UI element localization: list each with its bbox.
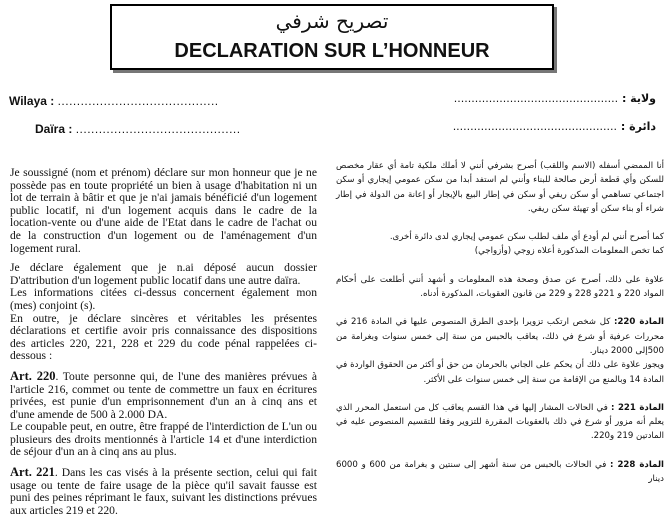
fr-article-221 [10,466,317,517]
ar-paragraph-2: كما أصرح أنني لم أودع أي ملف لطلب سكن عمومي إيجاري لدى دائرة أخرى. [389,232,664,243]
daira-ar-dots[interactable]: ............................................... [452,120,618,133]
title-box [110,4,554,70]
wilaya-ar-dots[interactable]: ............................................... [453,92,619,105]
ar-paragraph-1: أنا الممضي أسفله (الاسم واللقب) أصرح بشرفي أنني لا أملك ملكية تامة أي عقار مخصص للسكن وأي قطعة أرض صالحة للبناء وأنني لم استفد أبدا من سكن عمومي إيجاري أو سكن اجتماعي تساهمي أو سكن ريفي أو سكن في إطار البيع بالإيجار أو إعانة من الدولة في إطار شراء أو بناء سكن أو تهيئة سكن ريفي. [336,161,664,214]
fr-paragraph-3: Les informations citées ci-dessus concernent également mon (mes) conjoint (s). [10,286,317,312]
ar-article-221-label: المادة 221 : [611,402,664,413]
ar-paragraph-2b: كما تخص المعلومات المذكورة أعلاه زوجي (وأزواجي) [474,246,664,257]
fr-article-221-label: Art. 221 [10,465,55,480]
fr-paragraph-4: En outre, je déclare sincères et véritables les présentes déclarations et certifie avoir pris connaissance des dispositions des articles 220, 221, 228 et 229 du code pénal rappelées ci-dessous : [10,311,317,363]
ar-article-228-label: المادة 228 : [610,459,664,470]
fr-paragraph-2: Je déclare également que je n.ai déposé aucun dossier D'attribution d'un logement public locatif dans une autre daïra. [10,261,317,287]
fr-article-220-text: . Toute personne qui, de l'une des manières prévues à l'article 216, commet ou tente de commettre un faux en écritures privées, est punie d'un emprisonnement d'un an à cinq ans et d'une amende de 500 à 2.000 DA. [10,369,317,421]
daira-ar-field [453,120,656,133]
daira-dots[interactable]: ........................................... [75,122,241,136]
daira-ar-label: دائرة : [620,120,656,133]
wilaya-ar-label: ولاية : [621,92,656,105]
fr-article-220 [10,370,317,421]
french-column [10,167,317,524]
fr-paragraph-1: Je soussigné (nom et prénom) déclare sur mon honneur que je ne possède pas en toute propriété un bien à usage d'habitation ni un lot de terrain à bâtir et que je n'ai jamais bénéficié d'un logement public locatif, ni d'un logement acquis dans le cadre de la location-vente ou d'une aide de l'Etat dans le cadre de l'achat ou de la construction d'un logement ou de l'aménagement d'un logement rural. [10,166,317,255]
title-arabic: تصريح شرفي [275,9,389,33]
ar-article-220-text: كل شخص ارتكب تزويرا بإحدى الطرق المنصوص عليها في المادة 216 في محررات عرفية أو شرع في ذلك، يعاقب بالحبس من سنة إلى خمس سنوات وبغرامة من 500إلى 2000 دينار. [336,317,664,356]
ar-article-220-label: المادة 220: [614,317,664,328]
fr-article-220-label: Art. 220 [10,368,56,383]
ar-article-221 [336,401,664,444]
wilaya-label: Wilaya : [9,94,55,108]
daira-field [35,122,241,136]
title-french: DECLARATION SUR L’HONNEUR [174,40,490,62]
ar-article-220 [336,315,664,358]
ar-article-228 [336,458,664,487]
ar-article-221-text: في الحالات المشار إليها في هذا القسم يعاقب كل من استعمل المحرر الذي يعلم أنه مزور أو شرع في ذلك بالعقوبات المقررة للتزوير وفقا للتقسيم المنصوص عليه في المادتين 219 و220. [336,402,664,442]
ar-article-228-text: في الحالات بالحبس من سنة أشهر إلى سنتين و بغرامة من 600 و 6000 دينار [336,459,664,485]
ar-paragraph-3: علاوة على ذلك، أصرح عن صدق وصحة هذه المعلومات و أشهد أنني أطلعت على أحكام المواد 220 و 221و 228 و 229 من قانون العقوبات، المذكورة أدناه. [336,274,664,300]
arabic-column [336,159,664,500]
fr-article-220-text2: Le coupable peut, en outre, être frappé de l'interdiction de L'un ou plusieurs des droits mentionnés à l'article 14 et d'une interdiction de séjour d'un an à cinq ans au plus. [10,420,317,459]
daira-label: Daïra : [35,122,73,136]
wilaya-field [9,94,219,108]
wilaya-ar-field [454,92,656,105]
ar-article-220-text2: ويجوز علاوة على ذلك أن يحكم على الجاني بالحرمان من حق أو أكثر من الحقوق الواردة في المادة 14 وبالمنع من الإقامة من سنة إلى خمس سنوات على الأكثر. [336,360,664,385]
fr-article-221-text: . Dans les cas visés à la présente section, celui qui fait usage ou tente de faire usage de la pièce qu'il savait fausse est puni des peines réprimant le faux, suivant les distinctions prévues aux articles 219 et 220. [10,466,317,517]
wilaya-dots[interactable]: .......................................... [57,94,219,108]
